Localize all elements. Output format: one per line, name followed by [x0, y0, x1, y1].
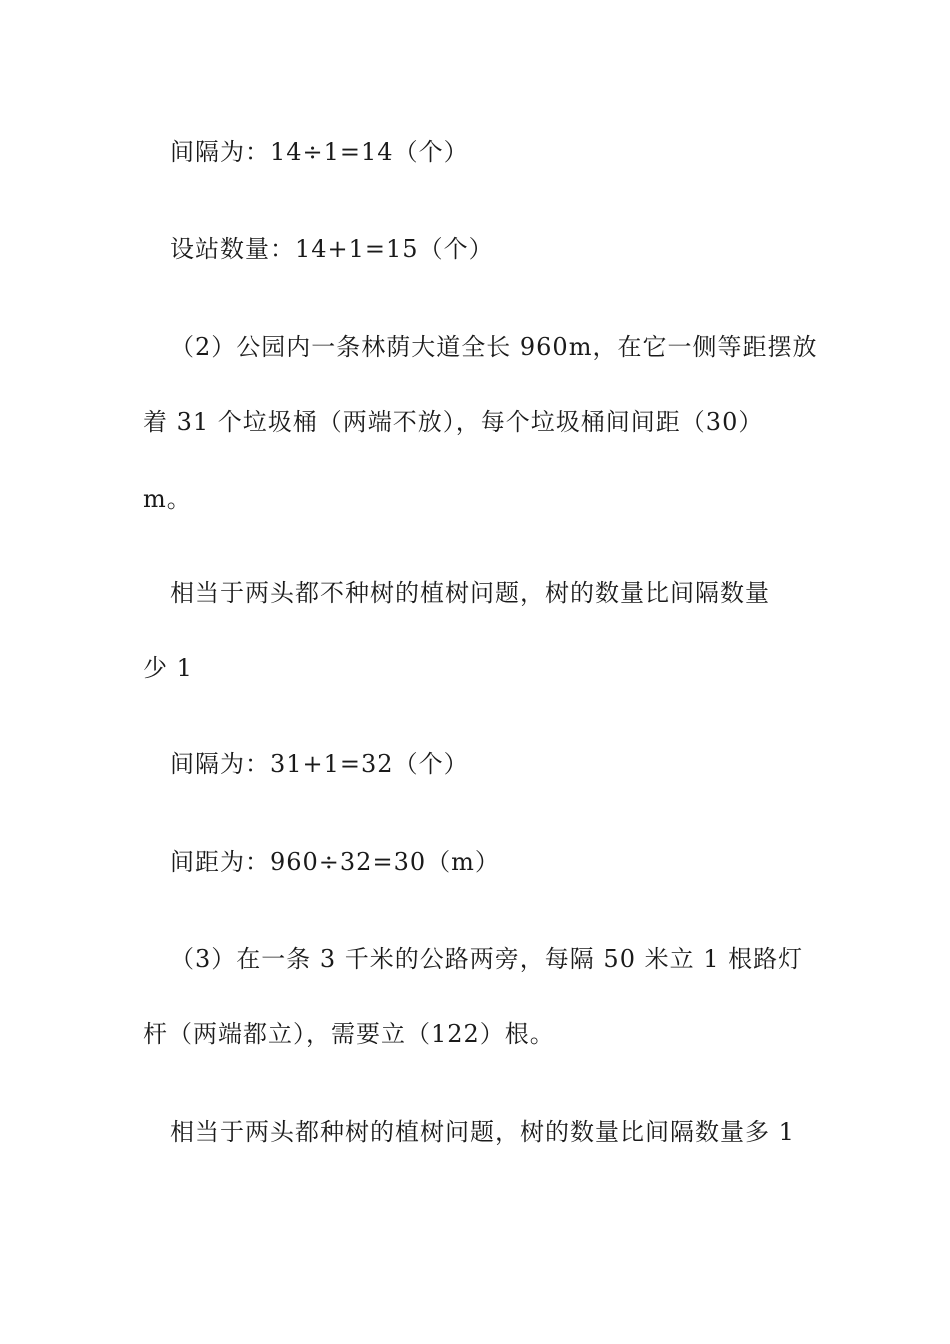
text-line-explanation-2-part-2: 少 1	[143, 654, 193, 682]
text-line-explanation-3: 相当于两头都种树的植树问题，树的数量比间隔数量多 1	[170, 1118, 795, 1146]
text-line-interval-2: 间隔为：31+1=32（个）	[170, 750, 469, 778]
text-line-question-3-part-1: （3）在一条 3 千米的公路两旁，每隔 50 米立 1 根路灯	[170, 945, 804, 973]
text-line-station-count: 设站数量：14+1=15（个）	[170, 235, 494, 263]
text-line-question-2-part-1: （2）公园内一条林荫大道全长 960m，在它一侧等距摆放	[170, 333, 818, 361]
text-line-spacing: 间距为：960÷32=30（m）	[170, 848, 500, 876]
text-line-question-2-part-3: m。	[143, 485, 192, 513]
text-line-interval-1: 间隔为：14÷1=14（个）	[170, 138, 469, 166]
text-line-explanation-2-part-1: 相当于两头都不种树的植树问题，树的数量比间隔数量	[170, 579, 770, 607]
text-line-question-3-part-2: 杆（两端都立），需要立（122）根。	[143, 1020, 555, 1048]
text-line-question-2-part-2: 着 31 个垃圾桶（两端不放），每个垃圾桶间间距（30）	[143, 408, 764, 436]
